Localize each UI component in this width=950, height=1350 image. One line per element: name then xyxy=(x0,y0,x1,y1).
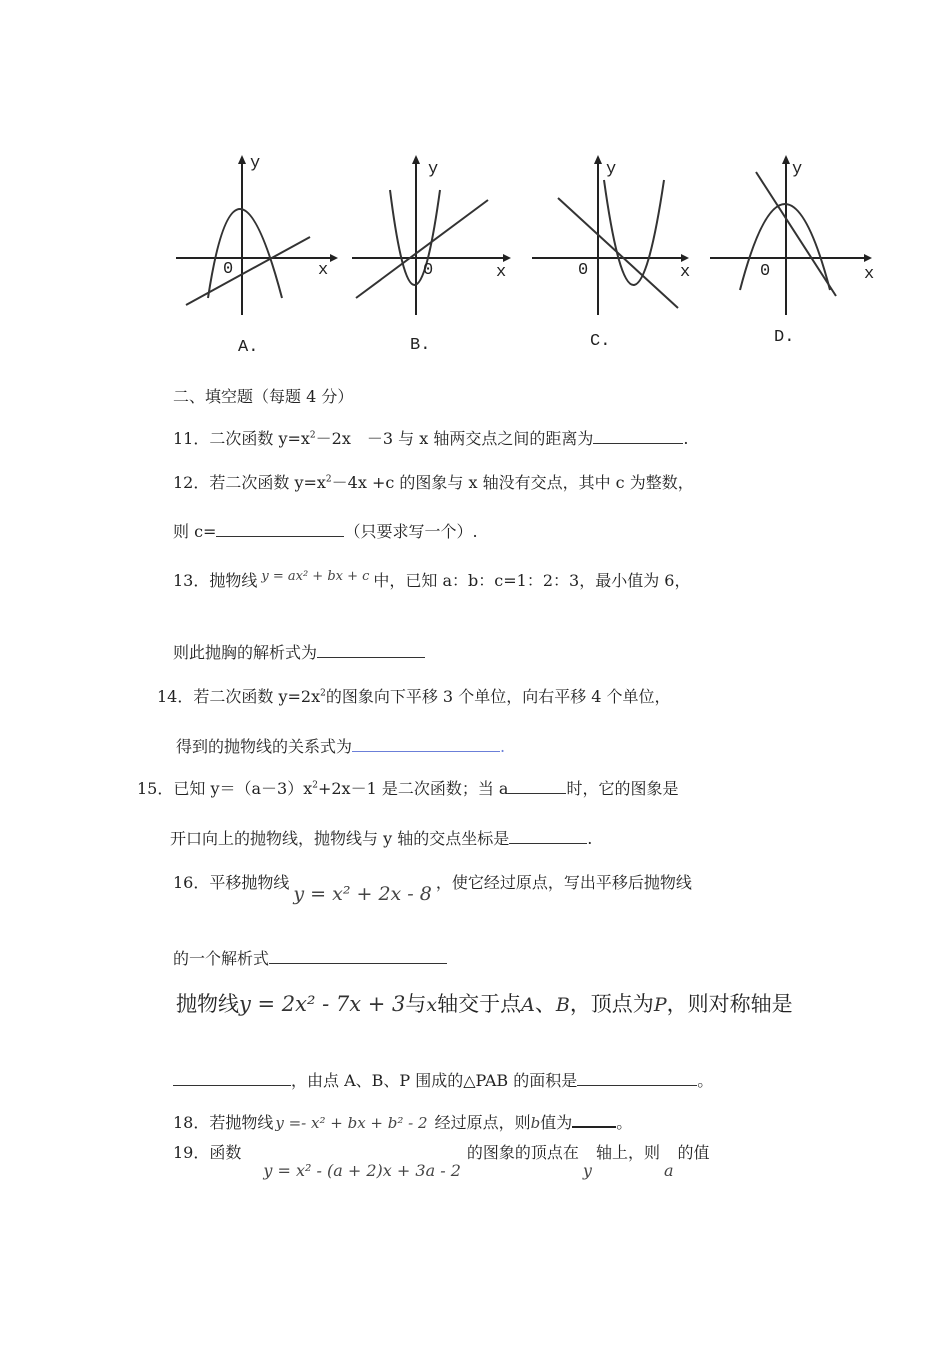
q13-prefix: 13．抛物线 xyxy=(173,571,258,590)
q19-a: a xyxy=(663,1161,674,1180)
q16-line2: 的一个解析式 xyxy=(173,949,270,968)
graph-a xyxy=(170,150,340,365)
graph-a-origin-label: 0 xyxy=(223,260,234,279)
question-17-line2 xyxy=(173,1068,713,1091)
graph-c-y-label: y xyxy=(606,160,617,179)
q15-rest: 时，它的图象是 xyxy=(566,779,679,798)
graph-c xyxy=(528,150,698,365)
q16-answer-blank[interactable] xyxy=(269,949,447,964)
q14-line2: 得到的抛物线的关系式为 xyxy=(176,737,353,756)
question-19 xyxy=(173,1140,710,1180)
q14-rest: 的图象向下平移 3 个单位，向右平移 4 个单位， xyxy=(325,687,671,706)
q11-end: . xyxy=(683,429,689,448)
q13-answer-blank[interactable] xyxy=(317,643,425,658)
q18-end: 。 xyxy=(616,1113,633,1132)
q12-line2-rest: （只要求写一个）. xyxy=(344,522,478,541)
q12-rest: －4x +c 的图象与 x 轴没有交点，其中 c 为整数， xyxy=(331,473,694,492)
graph-d-origin-label: 0 xyxy=(760,262,771,281)
q17-point-p: P xyxy=(653,994,667,1016)
question-13-line1 xyxy=(173,568,690,591)
q19-formula: y = x² - (a + 2)x + 3a - 2 xyxy=(263,1161,461,1180)
question-15-line2 xyxy=(170,826,592,849)
q14-prefix: 14．若二次函数 y=2x xyxy=(157,687,321,706)
q12-line2-prefix: 则 c= xyxy=(173,522,217,541)
q15-a-blank[interactable] xyxy=(508,779,566,794)
q18-rest: 值为 xyxy=(540,1113,573,1132)
q19-y: y xyxy=(582,1161,592,1180)
q17-area-blank[interactable] xyxy=(577,1071,697,1086)
graph-a-x-label: x xyxy=(318,261,329,280)
question-14-line1 xyxy=(157,684,671,707)
q17-point-a: A xyxy=(521,994,535,1016)
q17-formula: y = 2x² - 7x + 3 xyxy=(239,992,406,1016)
graph-c-x-label: x xyxy=(680,263,691,282)
q17-line2-mid: ，由点 A、B、P 围成的△PAB 的面积是 xyxy=(291,1071,578,1090)
q11-exp: 2 xyxy=(309,430,316,441)
q17-point-b: B xyxy=(555,994,570,1016)
q17-sep: 、 xyxy=(534,992,556,1016)
q12-exp: 2 xyxy=(325,474,332,485)
graph-c-plot xyxy=(528,150,698,350)
q11-prefix: 11．二次函数 y=x xyxy=(173,429,310,448)
q16-rest: ，使它经过原点，写出平移后抛物线 xyxy=(435,873,692,892)
q16-formula: y = x² + 2x - 8 xyxy=(293,883,432,905)
option-c-label: C. xyxy=(590,332,611,351)
q16-prefix: 16．平移抛物线 xyxy=(173,873,290,892)
q17-t1: 抛物线 xyxy=(176,992,239,1016)
q13-rest: 中，已知 a：b：c=1：2：3，最小值为 6， xyxy=(373,571,691,590)
question-12-line1 xyxy=(173,470,694,493)
q19-end: 的值 xyxy=(677,1143,710,1162)
q15-end: . xyxy=(587,829,593,848)
q19-mid2: 轴上，则 xyxy=(595,1143,660,1162)
q18-formula: y =- x² + bx + b² - 2 xyxy=(275,1114,428,1132)
graph-b-y-label: y xyxy=(428,160,439,179)
graph-b xyxy=(348,150,518,365)
q15-point-blank[interactable] xyxy=(509,829,587,844)
q17-t5: ，则对称轴是 xyxy=(666,992,793,1016)
q17-x: x xyxy=(426,994,438,1016)
graph-d-x-label: x xyxy=(864,265,875,284)
section-title: 二、填空题（每题 4 分） xyxy=(173,387,354,406)
q15-line2: 开口向上的抛物线，抛物线与 y 轴的交点坐标是 xyxy=(170,829,510,848)
q11-mid: －2x －3 与 x 轴两交点之间的距离为 xyxy=(315,429,594,448)
q17-line2-end: 。 xyxy=(697,1071,714,1090)
question-11 xyxy=(173,426,688,449)
question-15-line1 xyxy=(137,776,679,799)
q14-exp: 2 xyxy=(320,688,326,699)
q17-axis-blank[interactable] xyxy=(173,1071,291,1086)
question-17-line1 xyxy=(176,988,793,1018)
question-16-line1 xyxy=(173,870,692,905)
graph-b-plot xyxy=(348,150,518,350)
graph-b-origin-label: 0 xyxy=(423,261,434,280)
q19-mid: 的图象的顶点在 xyxy=(466,1143,579,1162)
q12-answer-blank[interactable] xyxy=(216,522,344,537)
question-14-line2 xyxy=(176,734,505,757)
question-18 xyxy=(173,1110,632,1133)
q14-end: . xyxy=(500,737,506,756)
q17-t2: 与 xyxy=(405,992,427,1016)
q18-b: b xyxy=(530,1114,541,1132)
graph-b-x-label: x xyxy=(496,263,507,282)
q14-answer-blank[interactable] xyxy=(352,737,500,752)
q18-answer-blank[interactable] xyxy=(572,1112,616,1128)
q18-prefix: 18．若抛物线 xyxy=(173,1113,274,1132)
q15-prefix: 15．已知 y＝（a－3）x xyxy=(137,779,313,798)
graph-a-plot xyxy=(170,150,340,350)
q12-prefix: 12．若二次函数 y=x xyxy=(173,473,326,492)
q15-exp: 2 xyxy=(312,780,318,791)
option-d-label: D. xyxy=(774,328,795,347)
graph-c-origin-label: 0 xyxy=(578,261,589,280)
graph-a-y-label: y xyxy=(250,154,261,173)
option-b-label: B. xyxy=(410,336,431,355)
graph-d xyxy=(706,150,886,365)
q18-mid: 经过原点，则 xyxy=(429,1113,531,1132)
question-13-line2 xyxy=(173,640,425,663)
q13-line2: 则此抛胸的解析式为 xyxy=(173,643,318,662)
q11-answer-blank[interactable] xyxy=(593,429,683,444)
q15-mid: +2x－1 是二次函数；当 a xyxy=(317,779,509,798)
question-16-line2 xyxy=(173,946,447,969)
q17-t3: 轴交于点 xyxy=(437,992,522,1016)
question-12-line2 xyxy=(173,519,478,542)
graph-d-plot xyxy=(706,150,886,350)
q13-formula: y = ax² + bx + c xyxy=(261,569,370,584)
graph-d-y-label: y xyxy=(792,160,803,179)
q19-prefix: 19．函数 xyxy=(173,1143,242,1162)
q17-t4: ，顶点为 xyxy=(569,992,654,1016)
option-a-label: A. xyxy=(238,338,259,357)
